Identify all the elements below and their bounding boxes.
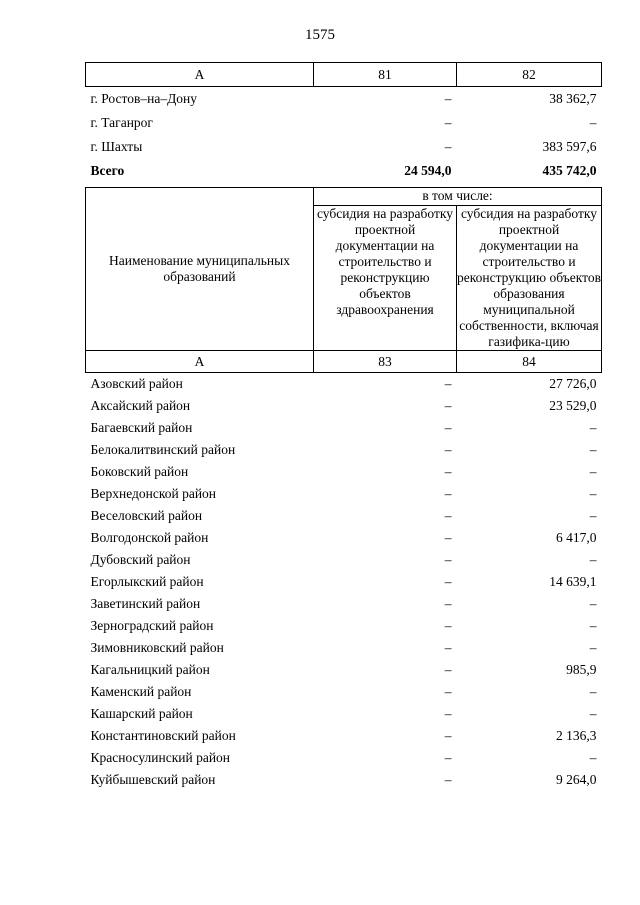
- municipality-column-header: Наименование муниципальных образований: [86, 188, 314, 351]
- table-row: [86, 703, 602, 725]
- value-82: 383 597,6: [542, 139, 597, 154]
- municipality-name: Заветинский район: [90, 596, 201, 611]
- column-letter-84: 84: [457, 351, 602, 373]
- municipality-name: Зерноградский район: [90, 618, 214, 633]
- municipality-name: Зимовниковский район: [90, 640, 224, 655]
- value-83: –: [444, 728, 452, 743]
- municipality-name: Дубовский район: [90, 552, 191, 567]
- municipality-name: г. Шахты: [90, 139, 143, 154]
- column-header-a: А: [86, 63, 314, 87]
- municipality-name: Белокалитвинский район: [90, 442, 236, 457]
- municipality-name: Багаевский район: [90, 420, 193, 435]
- value-84: 27 726,0: [549, 376, 597, 391]
- value-84: –: [589, 420, 597, 435]
- value-82: –: [589, 115, 597, 130]
- table-row: [86, 527, 602, 549]
- value-84: –: [589, 684, 597, 699]
- table-row: [86, 111, 602, 135]
- table-row: [86, 461, 602, 483]
- value-83: –: [444, 398, 452, 413]
- budget-table-part1: [85, 62, 602, 183]
- value-81: –: [444, 139, 452, 154]
- value-83: –: [444, 662, 452, 677]
- total-label: Всего: [90, 163, 125, 178]
- value-84: –: [589, 750, 597, 765]
- municipality-name: Каменский район: [90, 684, 192, 699]
- table-row: [86, 439, 602, 461]
- municipality-name: Азовский район: [90, 376, 183, 391]
- municipality-name: Веселовский район: [90, 508, 203, 523]
- value-83: –: [444, 684, 452, 699]
- table-row: [86, 769, 602, 791]
- table-row: [86, 681, 602, 703]
- column-header-81: 81: [314, 63, 457, 87]
- value-84: –: [589, 486, 597, 501]
- table-row: [86, 615, 602, 637]
- table-row: [86, 725, 602, 747]
- value-84: 2 136,3: [556, 728, 597, 743]
- value-81: –: [444, 115, 452, 130]
- total-row: [86, 159, 602, 183]
- value-84: 985,9: [566, 662, 597, 677]
- page-number: 1575: [305, 27, 335, 43]
- table-row: [86, 637, 602, 659]
- value-83: –: [444, 508, 452, 523]
- value-83: –: [444, 486, 452, 501]
- municipality-name: Куйбышевский район: [90, 772, 216, 787]
- value-83: –: [444, 464, 452, 479]
- table-row: [86, 87, 602, 112]
- municipality-name: Константиновский район: [90, 728, 236, 743]
- value-83: –: [444, 376, 452, 391]
- column-header-83-text: субсидия на разработку проектной документации на строительство и реконструкцию объектов здравоохранения: [314, 206, 457, 351]
- value-82: 38 362,7: [549, 91, 597, 106]
- municipality-name: г. Ростов–на–Дону: [90, 91, 198, 106]
- municipality-name: г. Таганрог: [90, 115, 153, 130]
- value-83: –: [444, 420, 452, 435]
- value-84: –: [589, 596, 597, 611]
- value-84: 9 264,0: [556, 772, 597, 787]
- municipality-name: Егорлыкский район: [90, 574, 204, 589]
- value-83: –: [444, 640, 452, 655]
- column-letter-a: А: [86, 351, 314, 373]
- value-84: –: [589, 508, 597, 523]
- value-83: –: [444, 596, 452, 611]
- municipality-name: Волгодонской район: [90, 530, 209, 545]
- value-84: –: [589, 442, 597, 457]
- column-letter-83: 83: [314, 351, 457, 373]
- value-84: 6 417,0: [556, 530, 597, 545]
- value-83: –: [444, 552, 452, 567]
- municipality-name: Красносулинский район: [90, 750, 231, 765]
- in-total-header: в том числе:: [314, 188, 602, 206]
- value-81: –: [444, 91, 452, 106]
- value-84: –: [589, 552, 597, 567]
- budget-table-part2: [85, 187, 602, 791]
- municipality-name: Боковский район: [90, 464, 189, 479]
- table-row: [86, 747, 602, 769]
- value-84: –: [589, 640, 597, 655]
- value-84: –: [589, 618, 597, 633]
- value-83: –: [444, 706, 452, 721]
- municipality-name: Аксайский район: [90, 398, 191, 413]
- table-row: [86, 549, 602, 571]
- table-row: [86, 483, 602, 505]
- total-value-82: 435 742,0: [542, 163, 597, 178]
- table-row: [86, 505, 602, 527]
- value-83: –: [444, 618, 452, 633]
- value-83: –: [444, 530, 452, 545]
- table-row: [86, 659, 602, 681]
- municipality-name: Кагальницкий район: [90, 662, 210, 677]
- value-83: –: [444, 772, 452, 787]
- table-row: [86, 395, 602, 417]
- column-header-82: 82: [457, 63, 602, 87]
- total-value-81: 24 594,0: [404, 163, 452, 178]
- value-84: –: [589, 706, 597, 721]
- municipality-name: Кашарский район: [90, 706, 193, 721]
- value-84: 23 529,0: [549, 398, 597, 413]
- table-row: [86, 373, 602, 396]
- municipality-name: Верхнедонской район: [90, 486, 217, 501]
- table-header-row: [86, 63, 602, 87]
- value-83: –: [444, 442, 452, 457]
- table-row: [86, 571, 602, 593]
- column-header-84-text: субсидия на разработку проектной документации на строительство и реконструкцию объектов образования муниципальной собственности, включая газифика-цию: [457, 206, 601, 349]
- table-row: [86, 135, 602, 159]
- table-row: [86, 417, 602, 439]
- value-83: –: [444, 750, 452, 765]
- column-letters-row: [86, 351, 602, 373]
- value-84: 14 639,1: [549, 574, 597, 589]
- table-row: [86, 593, 602, 615]
- value-84: –: [589, 464, 597, 479]
- value-83: –: [444, 574, 452, 589]
